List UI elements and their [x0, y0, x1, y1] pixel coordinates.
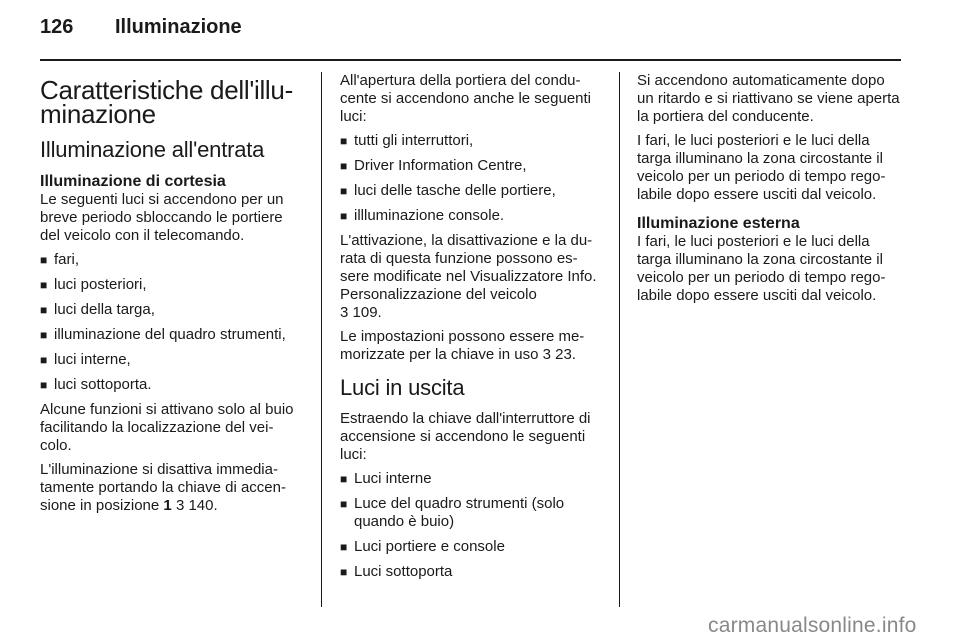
section-title: Caratteristiche dell'illu-minazione — [40, 75, 293, 129]
paragraph: All'apertura della portiera del condu-cente si accendono anche le seguenti luci: — [340, 72, 592, 125]
paragraph: Si accendono automaticamente dopo un ritardo e si riattivano se viene aperta la portiera del conducente. — [637, 72, 900, 125]
column-2 — [340, 72, 604, 588]
page-ref-icon: 3 — [175, 497, 185, 514]
running-title: Illuminazione — [115, 16, 242, 38]
bullet-icon: ■ — [340, 184, 348, 198]
list-item: ■ illuminazione del quadro strumenti, — [40, 326, 286, 343]
paragraph: Le seguenti luci si accendono per un breve periodo sbloccando le portiere del veicolo con il telecomando. — [40, 191, 284, 244]
header-rule — [40, 59, 901, 61]
bullet-list — [340, 132, 604, 225]
bullet-icon: ■ — [340, 209, 348, 223]
paragraph: Alcune funzioni si attivano solo al buio facilitando la localizzazione del vei-colo. — [40, 401, 294, 454]
topic-heading: Illuminazione esterna — [637, 215, 800, 232]
paragraph: I fari, le luci posteriori e le luci della targa illuminano la zona circostante il veicolo per un periodo di tempo rego-labile dopo essere usciti dal veicolo. — [637, 132, 886, 203]
paragraph: Estraendo la chiave dall'interruttore di accensione si accendono le seguenti luci: — [340, 410, 591, 463]
column-divider-1 — [321, 72, 322, 607]
column-1 — [40, 72, 304, 521]
list-item: ■ luci interne, — [40, 351, 131, 368]
paragraph: Le impostazioni possono essere me-morizzate per la chiave in uso 3 23. — [340, 328, 585, 363]
list-item: ■ tutti gli interruttori, — [340, 132, 474, 149]
bullet-icon: ■ — [340, 472, 348, 486]
list-item: ■ Luce del quadro strumenti (solo quando è buio) — [340, 495, 565, 530]
list-item: ■ Driver Information Centre, — [340, 157, 527, 174]
subsection-title: Illuminazione all'entrata — [40, 137, 265, 162]
bullet-icon: ■ — [40, 253, 48, 267]
column-3 — [637, 72, 901, 311]
bullet-icon: ■ — [340, 134, 348, 148]
watermark: carmanualsonline.info — [708, 614, 917, 637]
paragraph: I fari, le luci posteriori e le luci della targa illuminano la zona circostante il veicolo per un periodo di tempo rego-labile dopo essere usciti dal veicolo. — [637, 233, 886, 304]
list-item: ■ illluminazione console. — [340, 207, 505, 224]
list-item: ■ luci posteriori, — [40, 276, 147, 293]
list-item: ■ Luci sottoporta — [340, 563, 453, 580]
list-item: ■ Luci portiere e console — [340, 538, 505, 555]
list-item: ■ luci sottoporta. — [40, 376, 152, 393]
list-item: ■ fari, — [40, 251, 80, 268]
bullet-icon: ■ — [340, 497, 348, 511]
paragraph: L'illuminazione si disattiva immedia-tamente portando la chiave di accen-sione in posizione 1 3 140. — [40, 461, 286, 514]
column-divider-2 — [619, 72, 620, 607]
bullet-icon: ■ — [340, 565, 348, 579]
key-position: 1 — [163, 497, 172, 514]
subsection-title: Luci in uscita — [340, 375, 465, 400]
list-item: ■ luci della targa, — [40, 301, 155, 318]
page-ref[interactable]: 109. — [352, 304, 382, 321]
topic-heading: Illuminazione di cortesia — [40, 173, 226, 190]
bullet-icon: ■ — [340, 540, 348, 554]
page-ref[interactable]: 23. — [555, 346, 576, 363]
paragraph: L'attivazione, la disattivazione e la du-rata di questa funzione possono es-sere modificate nel Visualizzatore Info. Personalizzazione del veicolo 3 109. — [340, 232, 597, 321]
bullet-list — [340, 470, 604, 581]
bullet-icon: ■ — [40, 328, 48, 342]
list-item: ■ Luci interne — [340, 470, 432, 487]
bullet-icon: ■ — [40, 278, 48, 292]
bullet-icon: ■ — [40, 353, 48, 367]
bullet-list — [40, 251, 304, 394]
bullet-icon: ■ — [40, 303, 48, 317]
page-number: 126 — [40, 16, 74, 38]
bullet-icon: ■ — [40, 378, 48, 392]
page-ref-icon: 3 — [340, 304, 349, 321]
list-item: ■ luci delle tasche delle portiere, — [340, 182, 556, 199]
page-ref-icon: 3 — [542, 346, 551, 363]
bullet-icon: ■ — [340, 159, 348, 173]
page-ref[interactable]: 140. — [188, 497, 218, 514]
page-header — [40, 16, 900, 52]
